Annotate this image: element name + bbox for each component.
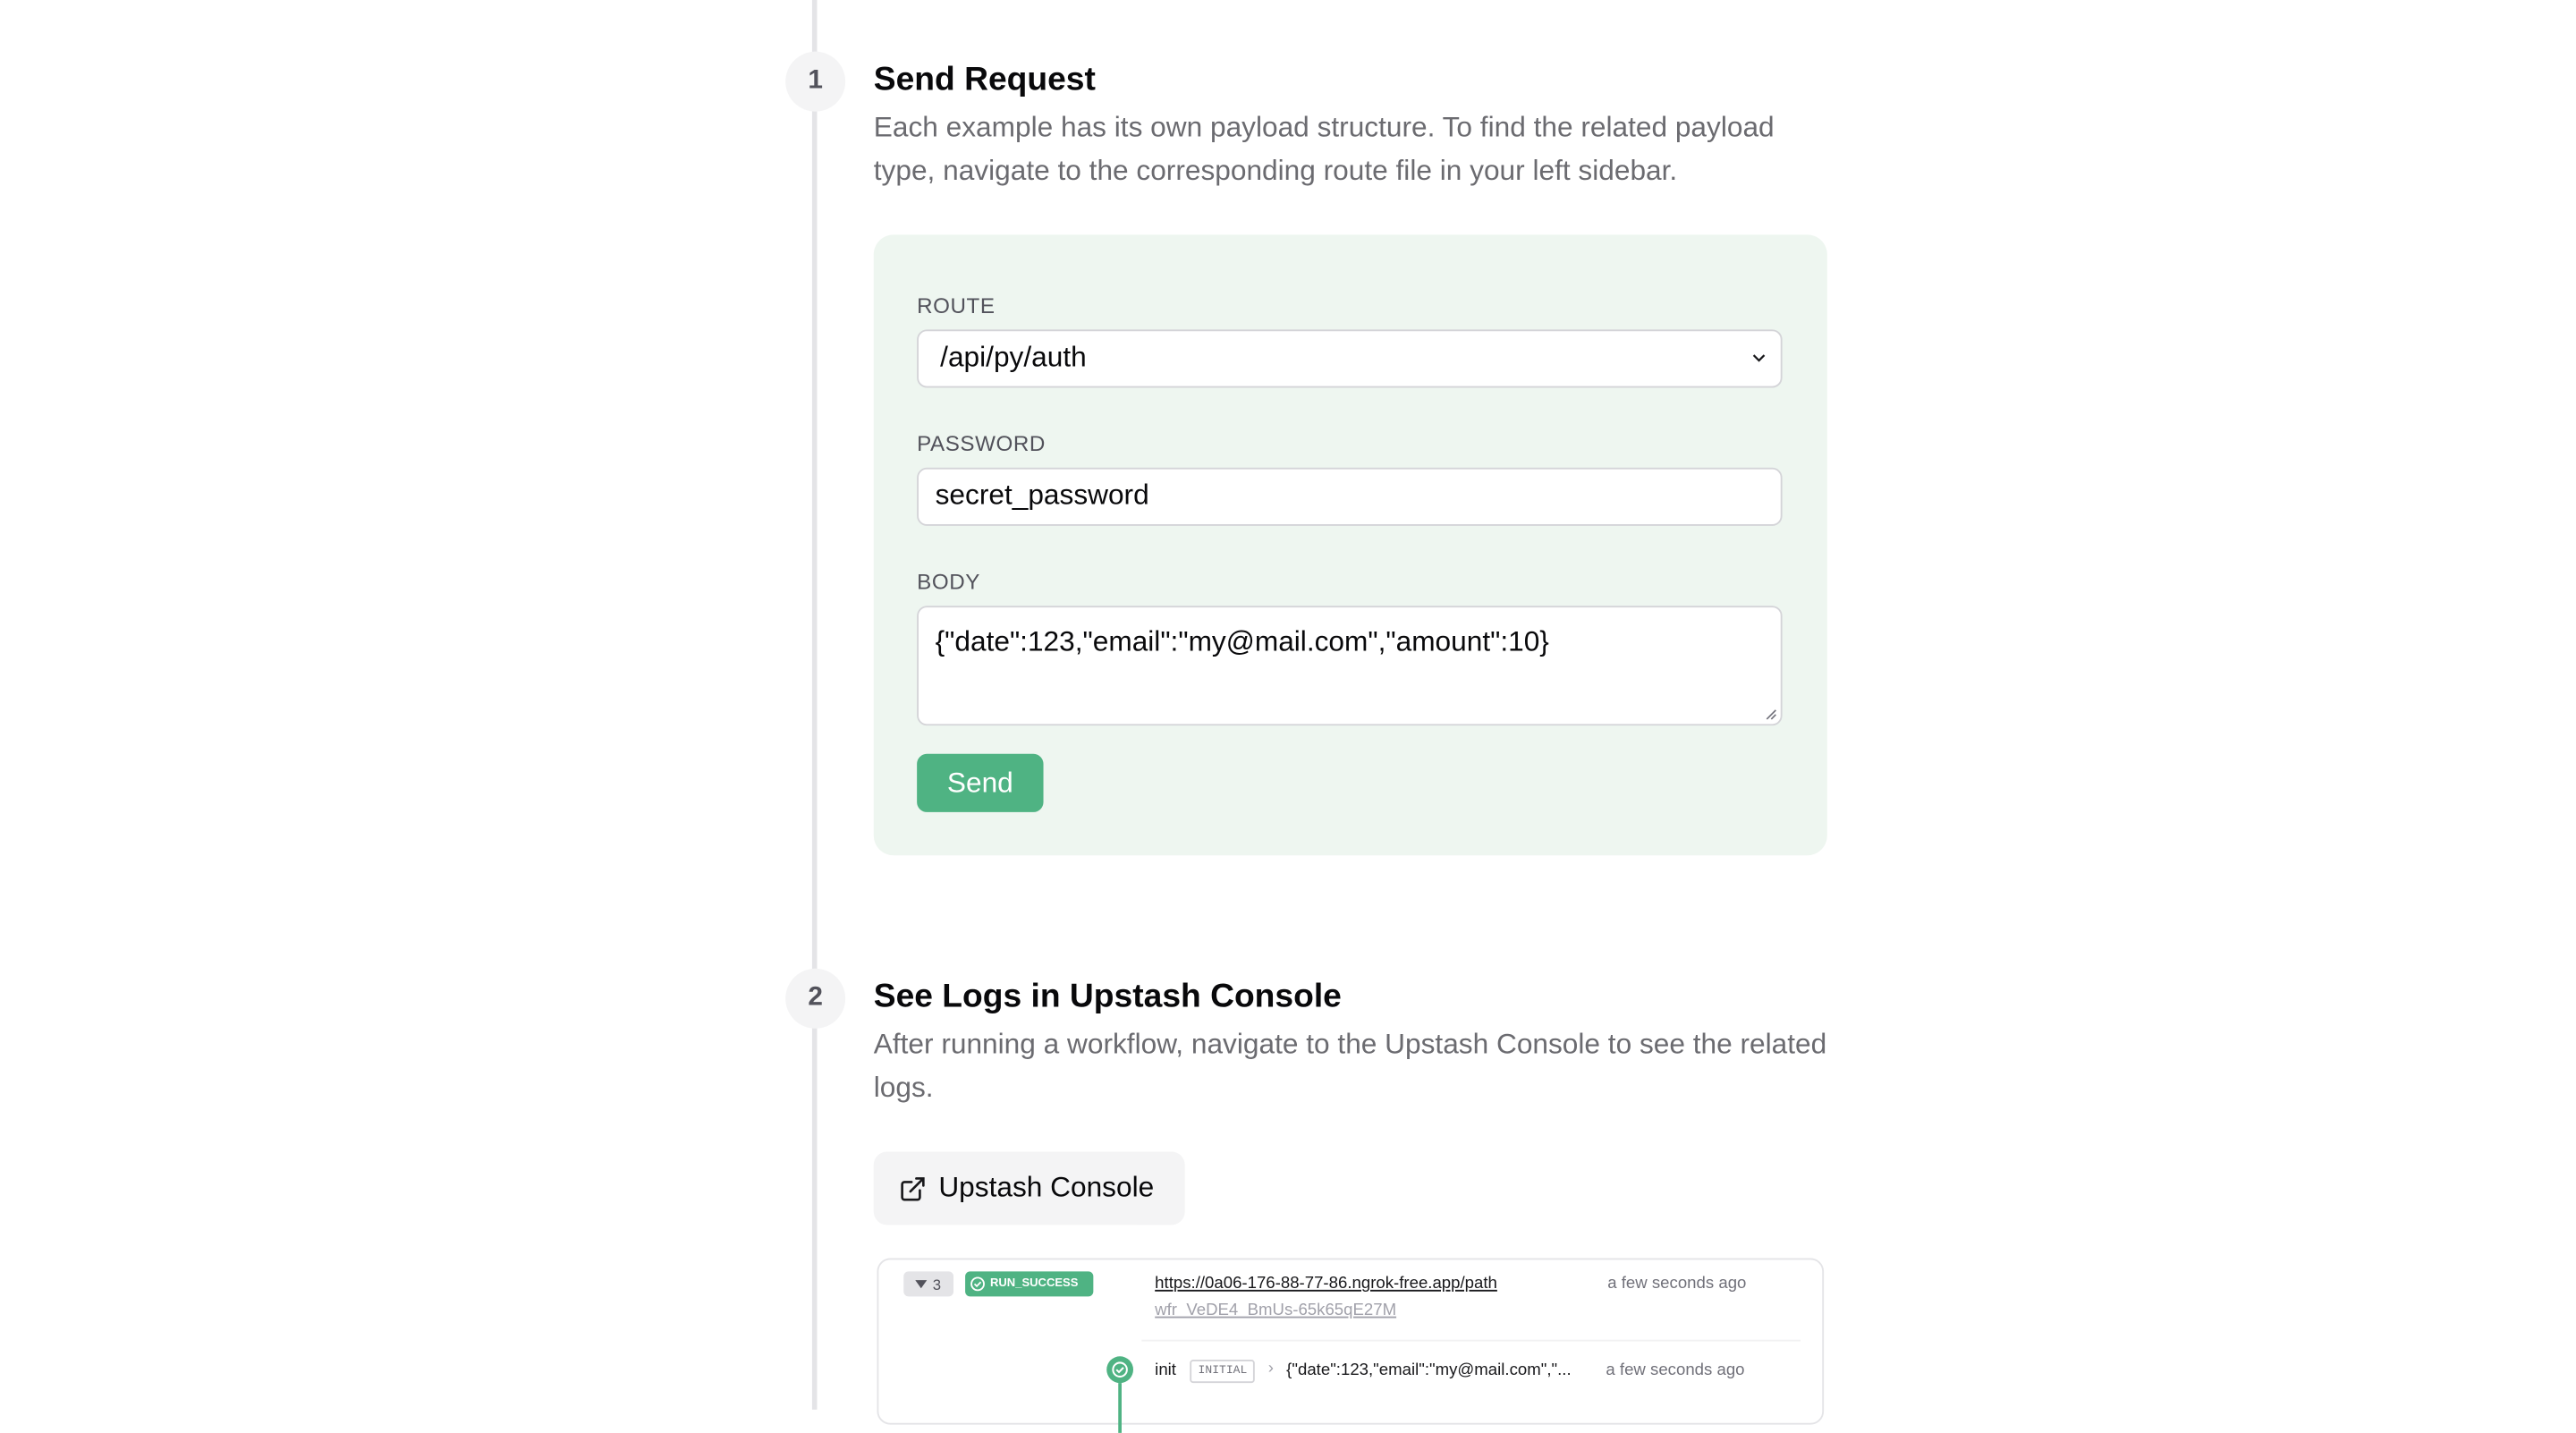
password-input[interactable]: secret_password [917,468,1782,526]
step-number-2: 2 [785,969,845,1029]
step-payload[interactable]: {"date":123,"email":"my@mail.com","... [1286,1361,1572,1380]
run-timestamp: a few seconds ago [1607,1275,1747,1293]
chevron-right-icon: › [1267,1360,1274,1378]
workflow-logs-preview [877,1259,1824,1425]
run-url-link[interactable]: https://0a06-176-88-77-86.ngrok-free.app/path [1155,1275,1497,1293]
step-title-see-logs: See Logs in Upstash Console [873,978,1342,1015]
step-success-icon [1106,1356,1133,1383]
check-circle-icon [1112,1361,1129,1378]
request-form-card [874,234,1827,855]
upstash-console-button[interactable] [874,1151,1185,1225]
route-select-value: /api/py/auth [940,341,1087,373]
timeline-line [811,0,817,1410]
body-textarea[interactable] [917,606,1782,725]
route-label: ROUTE [917,293,996,318]
run-id-link[interactable]: wfr_VeDE4_BmUs-65k65qE27M [1155,1301,1397,1320]
password-label: PASSWORD [917,430,1046,456]
step-description-send-request: Each example has its own payload structure. To find the related payload type, navigate to the corresponding route file in your left sidebar. [873,111,1775,187]
route-select[interactable] [917,329,1782,387]
upstash-console-label: Upstash Console [938,1171,1155,1204]
status-badge [965,1271,1093,1296]
resize-handle-icon[interactable] [1762,706,1777,721]
step-type-badge: INITIAL [1190,1360,1255,1383]
run-step-count-value: 3 [932,1276,942,1293]
chevron-down-icon [1752,352,1766,365]
run-step-count[interactable] [903,1271,953,1296]
step-connector-line [1118,1383,1122,1433]
step-number-1: 1 [785,52,845,112]
step-description-see-logs: After running a workflow, navigate to the Upstash Console to see the related logs. [873,1028,1827,1104]
check-circle-icon [970,1276,986,1292]
caret-down-icon [916,1279,928,1289]
status-badge-label: RUN_SUCCESS [989,1277,1079,1290]
step-name: init [1155,1361,1176,1380]
step-title-send-request: Send Request [873,61,1096,98]
step-timestamp: a few seconds ago [1606,1361,1745,1380]
divider [1141,1340,1801,1342]
body-textarea-value: {"date":123,"email":"my@mail.com","amount":10} [935,625,1549,657]
external-link-icon [899,1174,928,1203]
body-label: BODY [917,569,980,595]
send-button[interactable]: Send [917,754,1043,812]
